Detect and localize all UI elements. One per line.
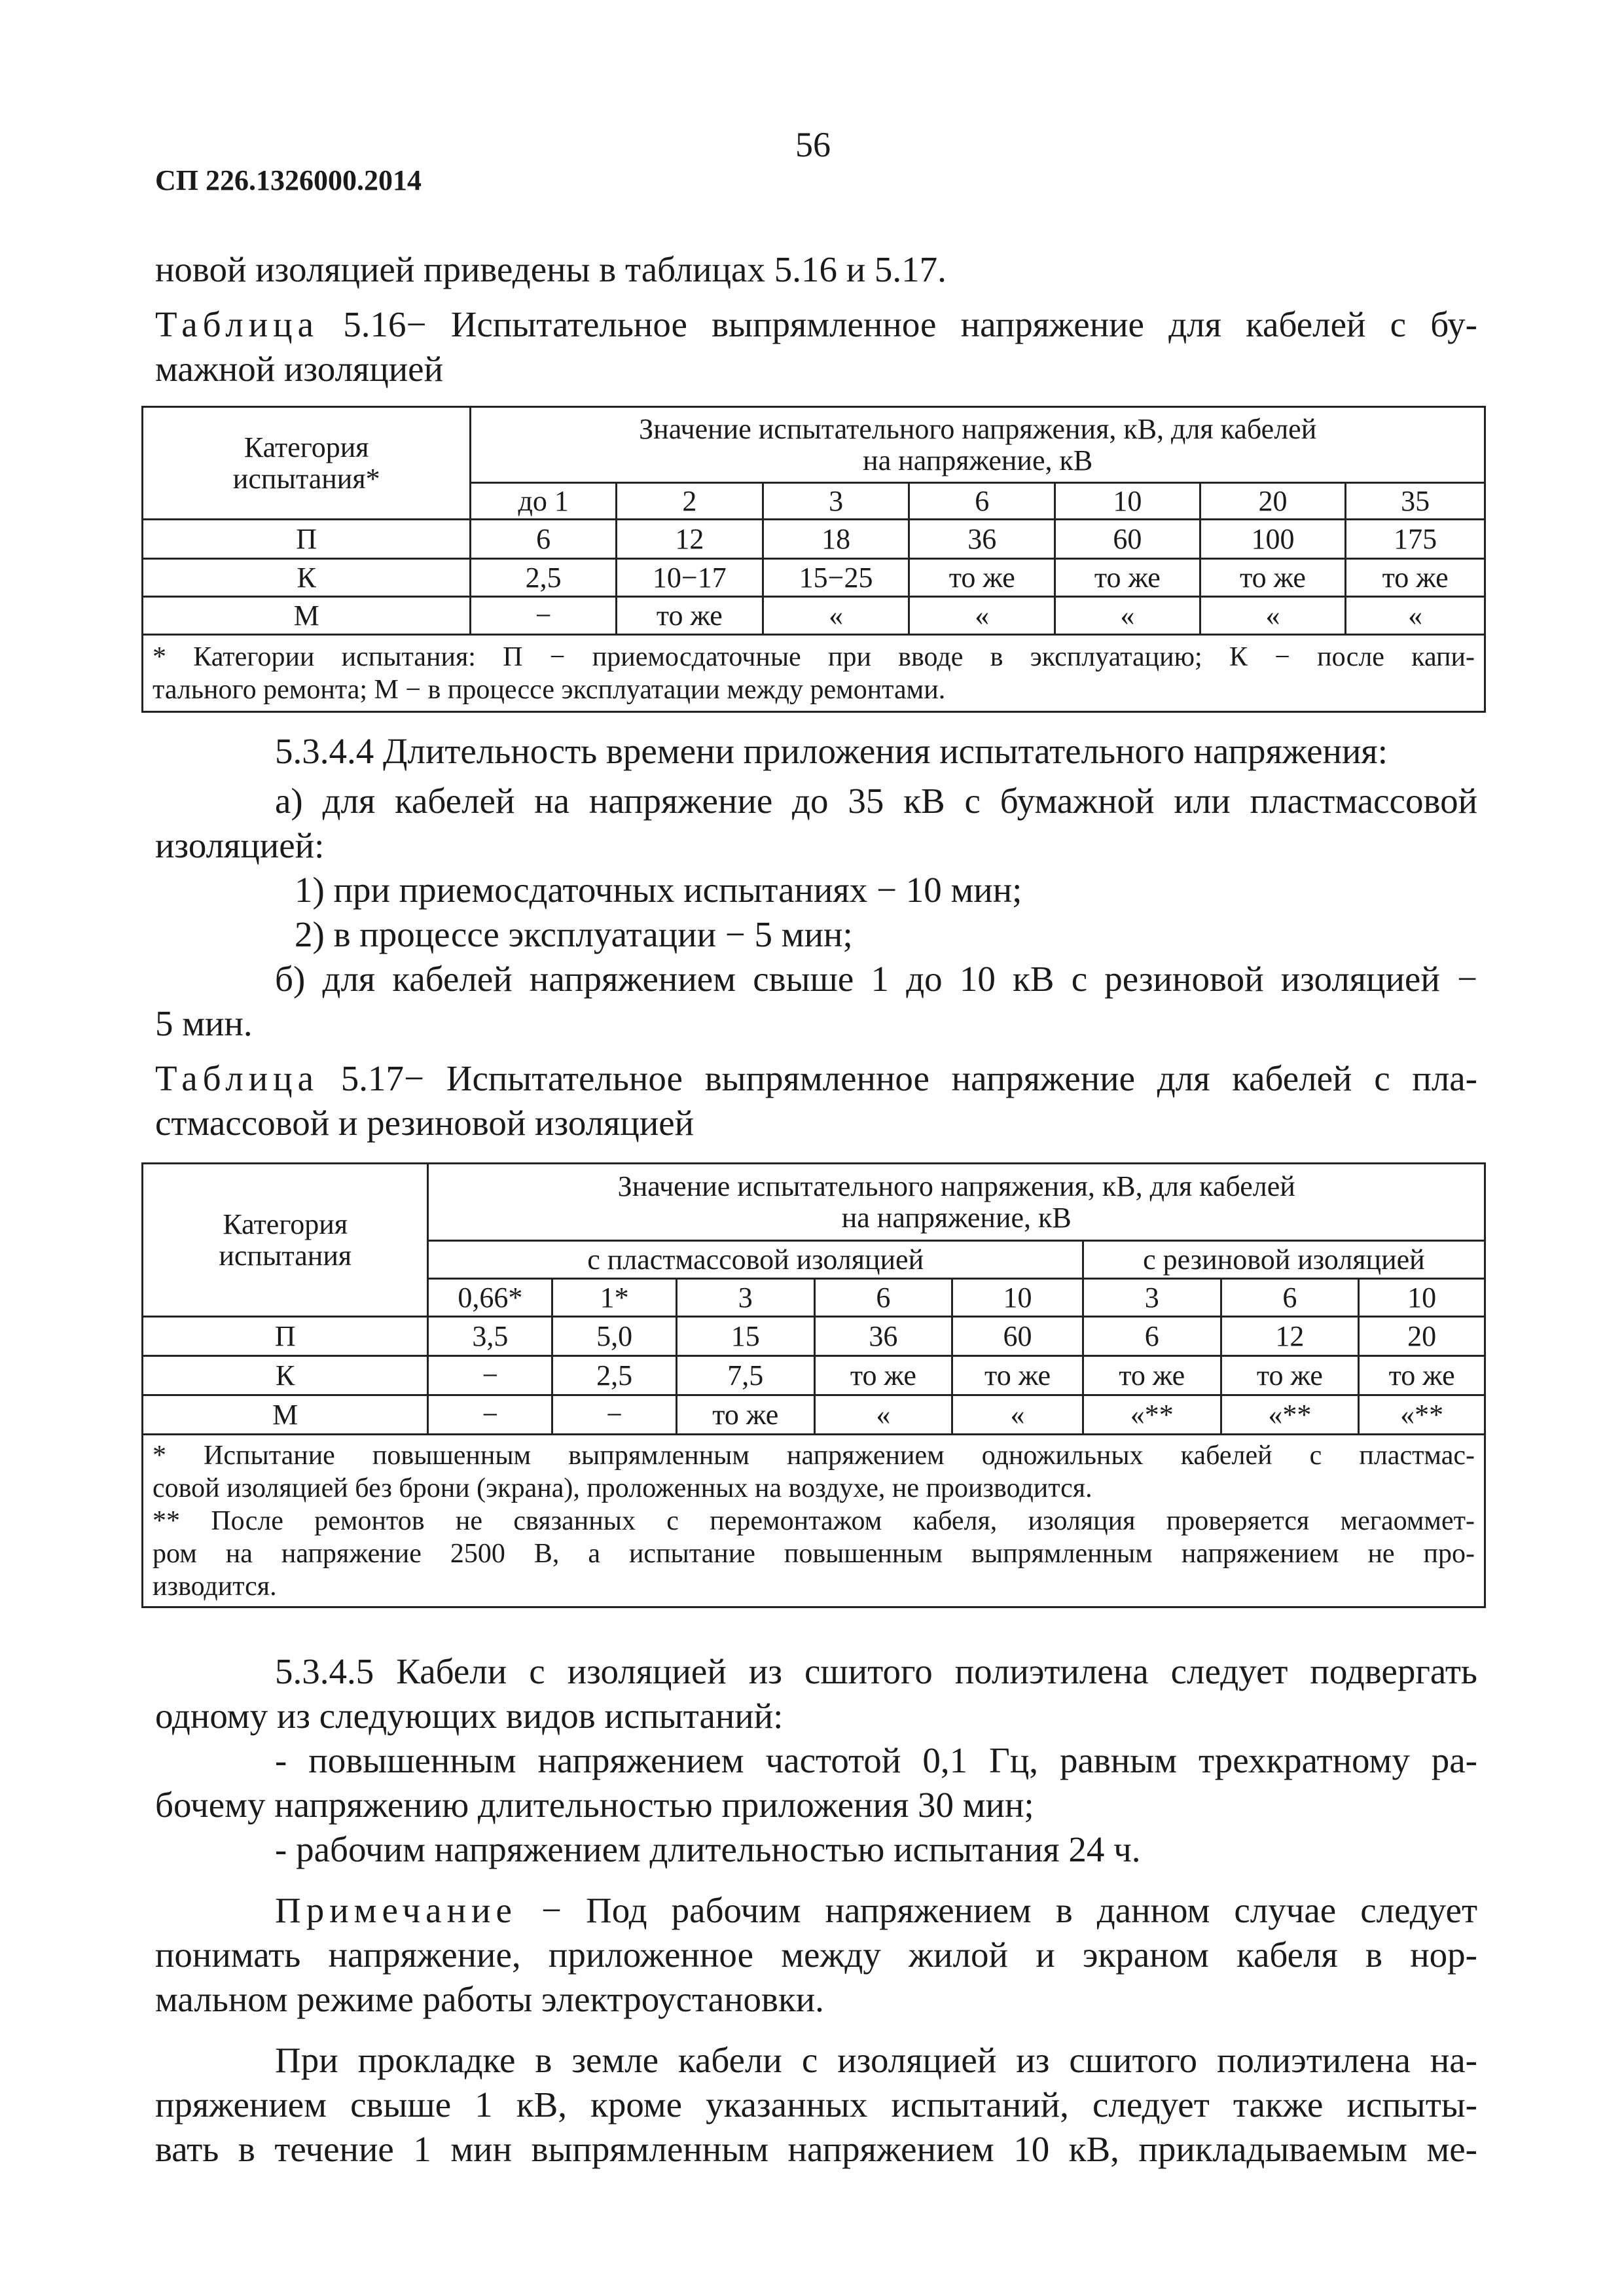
table-row: [143, 559, 1485, 597]
note-label: Примечание: [275, 1890, 517, 1930]
table2-voltage-header: 3: [676, 1279, 814, 1317]
section-5344-item2: 2) в процессе эксплуатации − 5 мин;: [295, 914, 853, 954]
table1-cell: то же: [1055, 559, 1200, 597]
table1-caption-line2: мажной изоляцией: [155, 349, 444, 389]
table2-cell: 7,5: [676, 1356, 814, 1395]
table1-voltage-header: 20: [1200, 483, 1346, 520]
table2-voltage-header: 1*: [552, 1279, 677, 1317]
section-5344-a-line1: а) для кабелей на напряжение до 35 кВ с бумажной или пластмассовой: [275, 781, 1477, 821]
table2-voltage-header: 10: [952, 1279, 1083, 1317]
table2-value-header: Значение испытательного напряжения, кВ, для кабелей на напряжение, кВ: [428, 1164, 1485, 1241]
table2-voltage-header: 6: [814, 1279, 952, 1317]
table1-cell: то же: [1346, 559, 1485, 597]
table2-plastic-header: с пластмассовой изоляцией: [428, 1241, 1083, 1279]
table1-category-cell: К: [143, 559, 471, 597]
table-row: [143, 597, 1485, 635]
table-row: [143, 1317, 1485, 1356]
table2-cell: 36: [814, 1317, 952, 1356]
table2-cell: «: [952, 1395, 1083, 1435]
table1-cell: 100: [1200, 520, 1346, 559]
table1-cell: 12: [616, 520, 763, 559]
note-line2: понимать напряжение, приложенное между жилой и экраном кабеля в нор-: [155, 1935, 1477, 1975]
page-number: 56: [795, 125, 831, 164]
note-line3: мальном режиме работы электроустановки.: [155, 1979, 824, 2019]
table2-cell: 2,5: [552, 1356, 677, 1395]
table1-voltage-header: 10: [1055, 483, 1200, 520]
section-5344-a-line2: изоляцией:: [155, 825, 325, 865]
table2-cell: то же: [814, 1356, 952, 1395]
table1-label: Таблица: [155, 304, 319, 344]
table2-cell: «**: [1083, 1395, 1221, 1435]
table2-rubber-header: с резиновой изоляцией: [1083, 1241, 1485, 1279]
note-line1: [275, 1888, 1477, 1933]
table1-voltage-header: 6: [909, 483, 1055, 520]
table2-footnotes: * Испытание повышенным выпрямленным напряжением одножильных кабелей с пластмас- совой изоляцией без брони (экрана), проложенных на воздухе, не производится. ** После ремонтов не связанных с перемонтажом кабеля, изоляция проверяется мегаоммет- ром на напряжение 2500 В, а испытание повышенным выпрямленным напряжением не про- изводится.: [143, 1435, 1485, 1607]
table1-footnote: * Категории испытания: П − приемосдаточные при вводе в эксплуатацию; К − после капи- тального ремонта; М − в процессе эксплуатации между ремонтами.: [143, 635, 1485, 712]
table1-caption-line1: [155, 302, 1477, 347]
table1-category-header: Категория испытания*: [143, 407, 471, 520]
table2-cell: −: [552, 1395, 677, 1435]
table1-cell: 175: [1346, 520, 1485, 559]
table2-cell: −: [428, 1356, 552, 1395]
table2-cell: 3,5: [428, 1317, 552, 1356]
table2-category-header: Категория испытания: [143, 1164, 428, 1317]
table2-cell: 12: [1221, 1317, 1359, 1356]
table1-voltage-header: 3: [763, 483, 909, 520]
table-row: [143, 520, 1485, 559]
table2-category-cell: П: [143, 1317, 428, 1356]
table2-cell: «**: [1359, 1395, 1485, 1435]
table2-cell: 60: [952, 1317, 1083, 1356]
section-5345-bullet2: - рабочим напряжением длительностью испытания 24 ч.: [275, 1829, 1141, 1869]
section-5344-heading: 5.3.4.4 Длительность времени приложения испытательного напряжения:: [275, 731, 1388, 771]
section-5345-line2: одному из следующих видов испытаний:: [155, 1696, 784, 1736]
table1-cell: 18: [763, 520, 909, 559]
section-5344-b-line2: 5 мин.: [155, 1003, 253, 1043]
section-5345-line1: 5.3.4.5 Кабели с изоляцией из сшитого полиэтилена следует подвергать: [275, 1651, 1477, 1691]
table1-voltage-header: до 1: [471, 483, 617, 520]
table2-cell: то же: [1359, 1356, 1485, 1395]
table-5-16: [141, 406, 1486, 713]
table2-voltage-header: 10: [1359, 1279, 1485, 1317]
table1-cell: «: [1055, 597, 1200, 635]
final-paragraph-line3: вать в течение 1 мин выпрямленным напряжением 10 кВ, прикладываемым ме-: [155, 2129, 1477, 2169]
table2-caption-rest: 5.17− Испытательное выпрямленное напряжение для кабелей с пла-: [340, 1058, 1477, 1098]
table2-caption-line1: [155, 1056, 1477, 1101]
table1-value-header: Значение испытательного напряжения, кВ, для кабелей на напряжение, кВ: [471, 407, 1485, 483]
table2-cell: то же: [1083, 1356, 1221, 1395]
final-paragraph-line1: При прокладке в земле кабели с изоляцией из сшитого полиэтилена на-: [275, 2040, 1477, 2080]
document-code: СП 226.1326000.2014: [155, 164, 422, 196]
table2-label: Таблица: [155, 1058, 319, 1098]
table2-cell: 6: [1083, 1317, 1221, 1356]
table1-cell: то же: [909, 559, 1055, 597]
table2-cell: 20: [1359, 1317, 1485, 1356]
table-row: [143, 1395, 1485, 1435]
table1-cell: 60: [1055, 520, 1200, 559]
table1-category-cell: П: [143, 520, 471, 559]
table1-cell: «: [1346, 597, 1485, 635]
table2-caption-line2: стмассовой и резиновой изоляцией: [155, 1103, 695, 1143]
table1-cell: 2,5: [471, 559, 617, 597]
table2-cell: то же: [952, 1356, 1083, 1395]
table1-cell: «: [909, 597, 1055, 635]
table1-voltage-header: 2: [616, 483, 763, 520]
table1-cell: −: [471, 597, 617, 635]
table2-category-cell: М: [143, 1395, 428, 1435]
note-line1-rest: − Под рабочим напряжением в данном случае следует: [541, 1890, 1478, 1930]
table1-voltage-header: 35: [1346, 483, 1485, 520]
table1-cell: «: [1200, 597, 1346, 635]
table1-cell: то же: [616, 597, 763, 635]
table-5-17: [141, 1162, 1486, 1608]
table2-voltage-header: 3: [1083, 1279, 1221, 1317]
table2-cell: 15: [676, 1317, 814, 1356]
section-5345-bullet1-line2: бочему напряжению длительностью приложения 30 мин;: [155, 1785, 1034, 1825]
table2-cell: то же: [676, 1395, 814, 1435]
table1-cell: 6: [471, 520, 617, 559]
final-paragraph-line2: пряжением свыше 1 кВ, кроме указанных испытаний, следует также испыты-: [155, 2085, 1477, 2125]
table1-cell: 36: [909, 520, 1055, 559]
table-row: [143, 1356, 1485, 1395]
table1-cell: 10−17: [616, 559, 763, 597]
table2-cell: 5,0: [552, 1317, 677, 1356]
table2-cell: −: [428, 1395, 552, 1435]
section-5344-b-line1: б) для кабелей напряжением свыше 1 до 10 кВ с резиновой изоляцией −: [275, 959, 1477, 999]
table2-cell: то же: [1221, 1356, 1359, 1395]
table1-cell: то же: [1200, 559, 1346, 597]
table2-category-cell: К: [143, 1356, 428, 1395]
table1-cell: «: [763, 597, 909, 635]
table2-voltage-header: 6: [1221, 1279, 1359, 1317]
table1-cell: 15−25: [763, 559, 909, 597]
intro-line: новой изоляцией приведены в таблицах 5.16 и 5.17.: [155, 249, 947, 289]
table2-cell: «: [814, 1395, 952, 1435]
table2-voltage-header: 0,66*: [428, 1279, 552, 1317]
table1-category-cell: М: [143, 597, 471, 635]
table2-cell: «**: [1221, 1395, 1359, 1435]
section-5345-bullet1-line1: - повышенным напряжением частотой 0,1 Гц, равным трехкратному ра-: [275, 1740, 1477, 1780]
table1-caption-rest: 5.16− Испытательное выпрямленное напряжение для кабелей с бу-: [343, 304, 1477, 344]
section-5344-item1: 1) при приемосдаточных испытаниях − 10 мин;: [295, 870, 1022, 910]
